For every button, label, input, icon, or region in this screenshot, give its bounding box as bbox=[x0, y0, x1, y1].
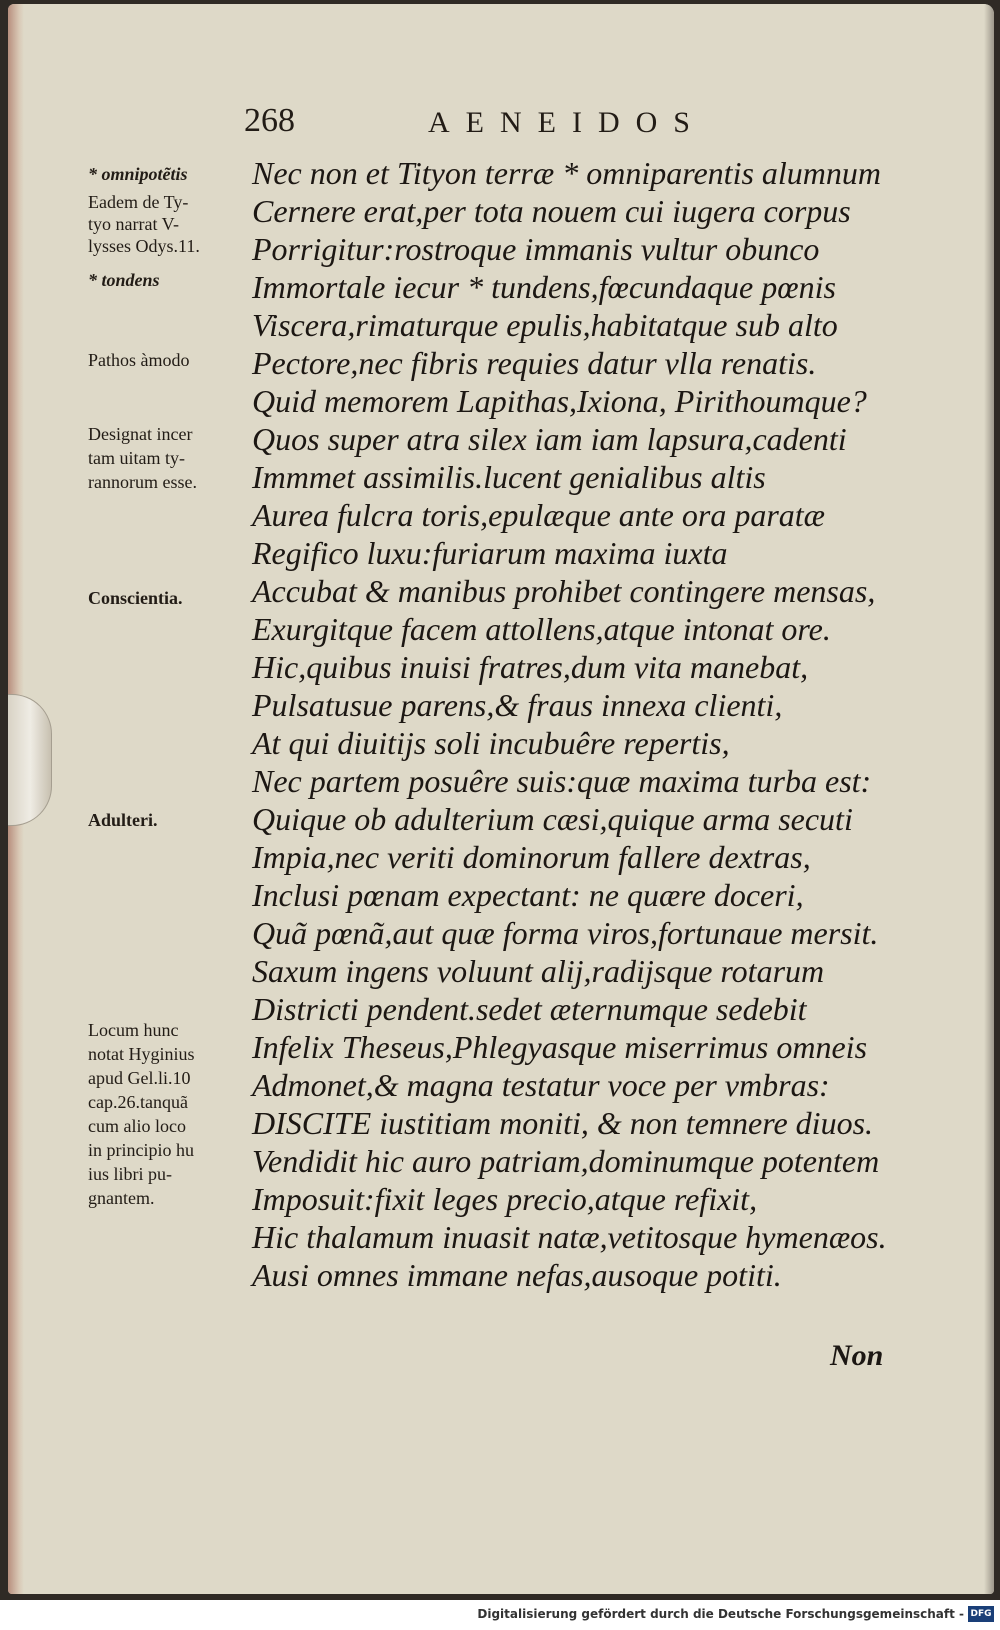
running-head bbox=[8, 102, 994, 142]
verse-line: Pectore,nec fibris requies datur vlla renatis. bbox=[252, 345, 817, 381]
verse-line: At qui diuitijs soli incubuêre repertis, bbox=[252, 725, 730, 761]
book-page bbox=[8, 4, 994, 1594]
verse-line: Districti pendent.sedet æternumque sedebit bbox=[252, 991, 807, 1027]
verse-line: DISCITE iustitiam moniti, & non temnere diuos. bbox=[252, 1105, 874, 1141]
funding-credit: Digitalisierung gefördert durch die Deutsche Forschungsgemeinschaft - bbox=[477, 1607, 964, 1621]
margin-note: lysses Odys.11. bbox=[88, 236, 200, 256]
verse-line: Pulsatusue parens,& fraus innexa clienti, bbox=[252, 687, 783, 723]
verse-line: Impia,nec veriti dominorum fallere dextras, bbox=[252, 839, 811, 875]
margin-note: rannorum esse. bbox=[88, 472, 197, 492]
verse-line: Quique ob adulterium cæsi,quique arma secuti bbox=[252, 801, 853, 837]
verse-line: Ausi omnes immane nefas,ausoque potiti. bbox=[252, 1257, 782, 1293]
margin-note: Eadem de Ty- bbox=[88, 192, 189, 212]
margin-note: apud Gel.li.10 bbox=[88, 1068, 191, 1088]
margin-note: Conscientia. bbox=[88, 588, 183, 608]
verse-line: Nec non et Tityon terræ * omniparentis alumnum bbox=[252, 155, 882, 191]
page-number: 268 bbox=[244, 102, 295, 139]
verse-line: Quos super atra silex iam iam lapsura,cadenti bbox=[252, 421, 847, 457]
verse-line: Saxum ingens voluunt alij,radijsque rotarum bbox=[252, 953, 825, 989]
dfg-logo: DFG bbox=[968, 1606, 994, 1622]
margin-note: Adulteri. bbox=[88, 810, 158, 830]
digitization-footer bbox=[0, 1600, 1000, 1630]
verse-line: Immmet assimilis.lucent genialibus altis bbox=[252, 459, 766, 495]
page-clip bbox=[8, 694, 52, 826]
verse-line: Inclusi pœnam expectant: ne quære doceri, bbox=[252, 877, 804, 913]
catchword: Non bbox=[830, 1339, 884, 1372]
margin-note: ius libri pu- bbox=[88, 1164, 172, 1184]
margin-note: Designat incer bbox=[88, 424, 193, 444]
margin-note: * omnipotẽtis bbox=[88, 164, 188, 184]
margin-note: cum alio loco bbox=[88, 1116, 186, 1136]
verse-line: Quã pœnã,aut quæ forma viros,fortunaue mersit. bbox=[252, 915, 879, 951]
margin-note: * tondens bbox=[88, 270, 160, 290]
margin-note: Pathos àmodo bbox=[88, 350, 190, 370]
margin-note: cap.26.tanquã bbox=[88, 1092, 188, 1112]
margin-note: gnantem. bbox=[88, 1188, 155, 1208]
verse-line: Regifico luxu:furiarum maxima iuxta bbox=[252, 535, 728, 571]
margin-note: tyo narrat V- bbox=[88, 214, 179, 234]
margin-note: in principio hu bbox=[88, 1140, 194, 1160]
verse-line: Quid memorem Lapithas,Ixiona, Pirithoumque? bbox=[252, 383, 867, 419]
verse-line: Nec partem posuêre suis:quæ maxima turba est: bbox=[252, 763, 872, 799]
verse-line: Hic thalamum inuasit natæ,vetitosque hymenæos. bbox=[252, 1219, 887, 1255]
verse-line: Accubat & manibus prohibet contingere mensas, bbox=[252, 573, 876, 609]
verse-line: Imposuit:fixit leges precio,atque refixit, bbox=[252, 1181, 758, 1217]
verse-line: Porrigitur:rostroque immanis vultur obunco bbox=[252, 231, 820, 267]
verse-line: Viscera,rimaturque epulis,habitatque sub alto bbox=[252, 307, 838, 343]
verse-line: Hic,quibus inuisi fratres,dum vita manebat, bbox=[252, 649, 809, 685]
margin-note: notat Hyginius bbox=[88, 1044, 195, 1064]
verse-line: Infelix Theseus,Phlegyasque miserrimus omneis bbox=[252, 1029, 868, 1065]
verse-line: Aurea fulcra toris,epulæque ante ora paratæ bbox=[252, 497, 826, 533]
book-title: AENEIDOS bbox=[428, 106, 706, 139]
verse-line: Immortale iecur * tundens,fœcundaque pœnis bbox=[252, 269, 836, 305]
verse-line: Vendidit hic auro patriam,dominumque potentem bbox=[252, 1143, 880, 1179]
verse-line: Admonet,& magna testatur voce per vmbras: bbox=[252, 1067, 830, 1103]
page-gutter-shadow bbox=[984, 4, 994, 1594]
verse-line: Exurgitque facem attollens,atque intonat ore. bbox=[252, 611, 831, 647]
verse-line: Cernere erat,per tota nouem cui iugera corpus bbox=[252, 193, 851, 229]
margin-note: Locum hunc bbox=[88, 1020, 179, 1040]
margin-note: tam uitam ty- bbox=[88, 448, 185, 468]
